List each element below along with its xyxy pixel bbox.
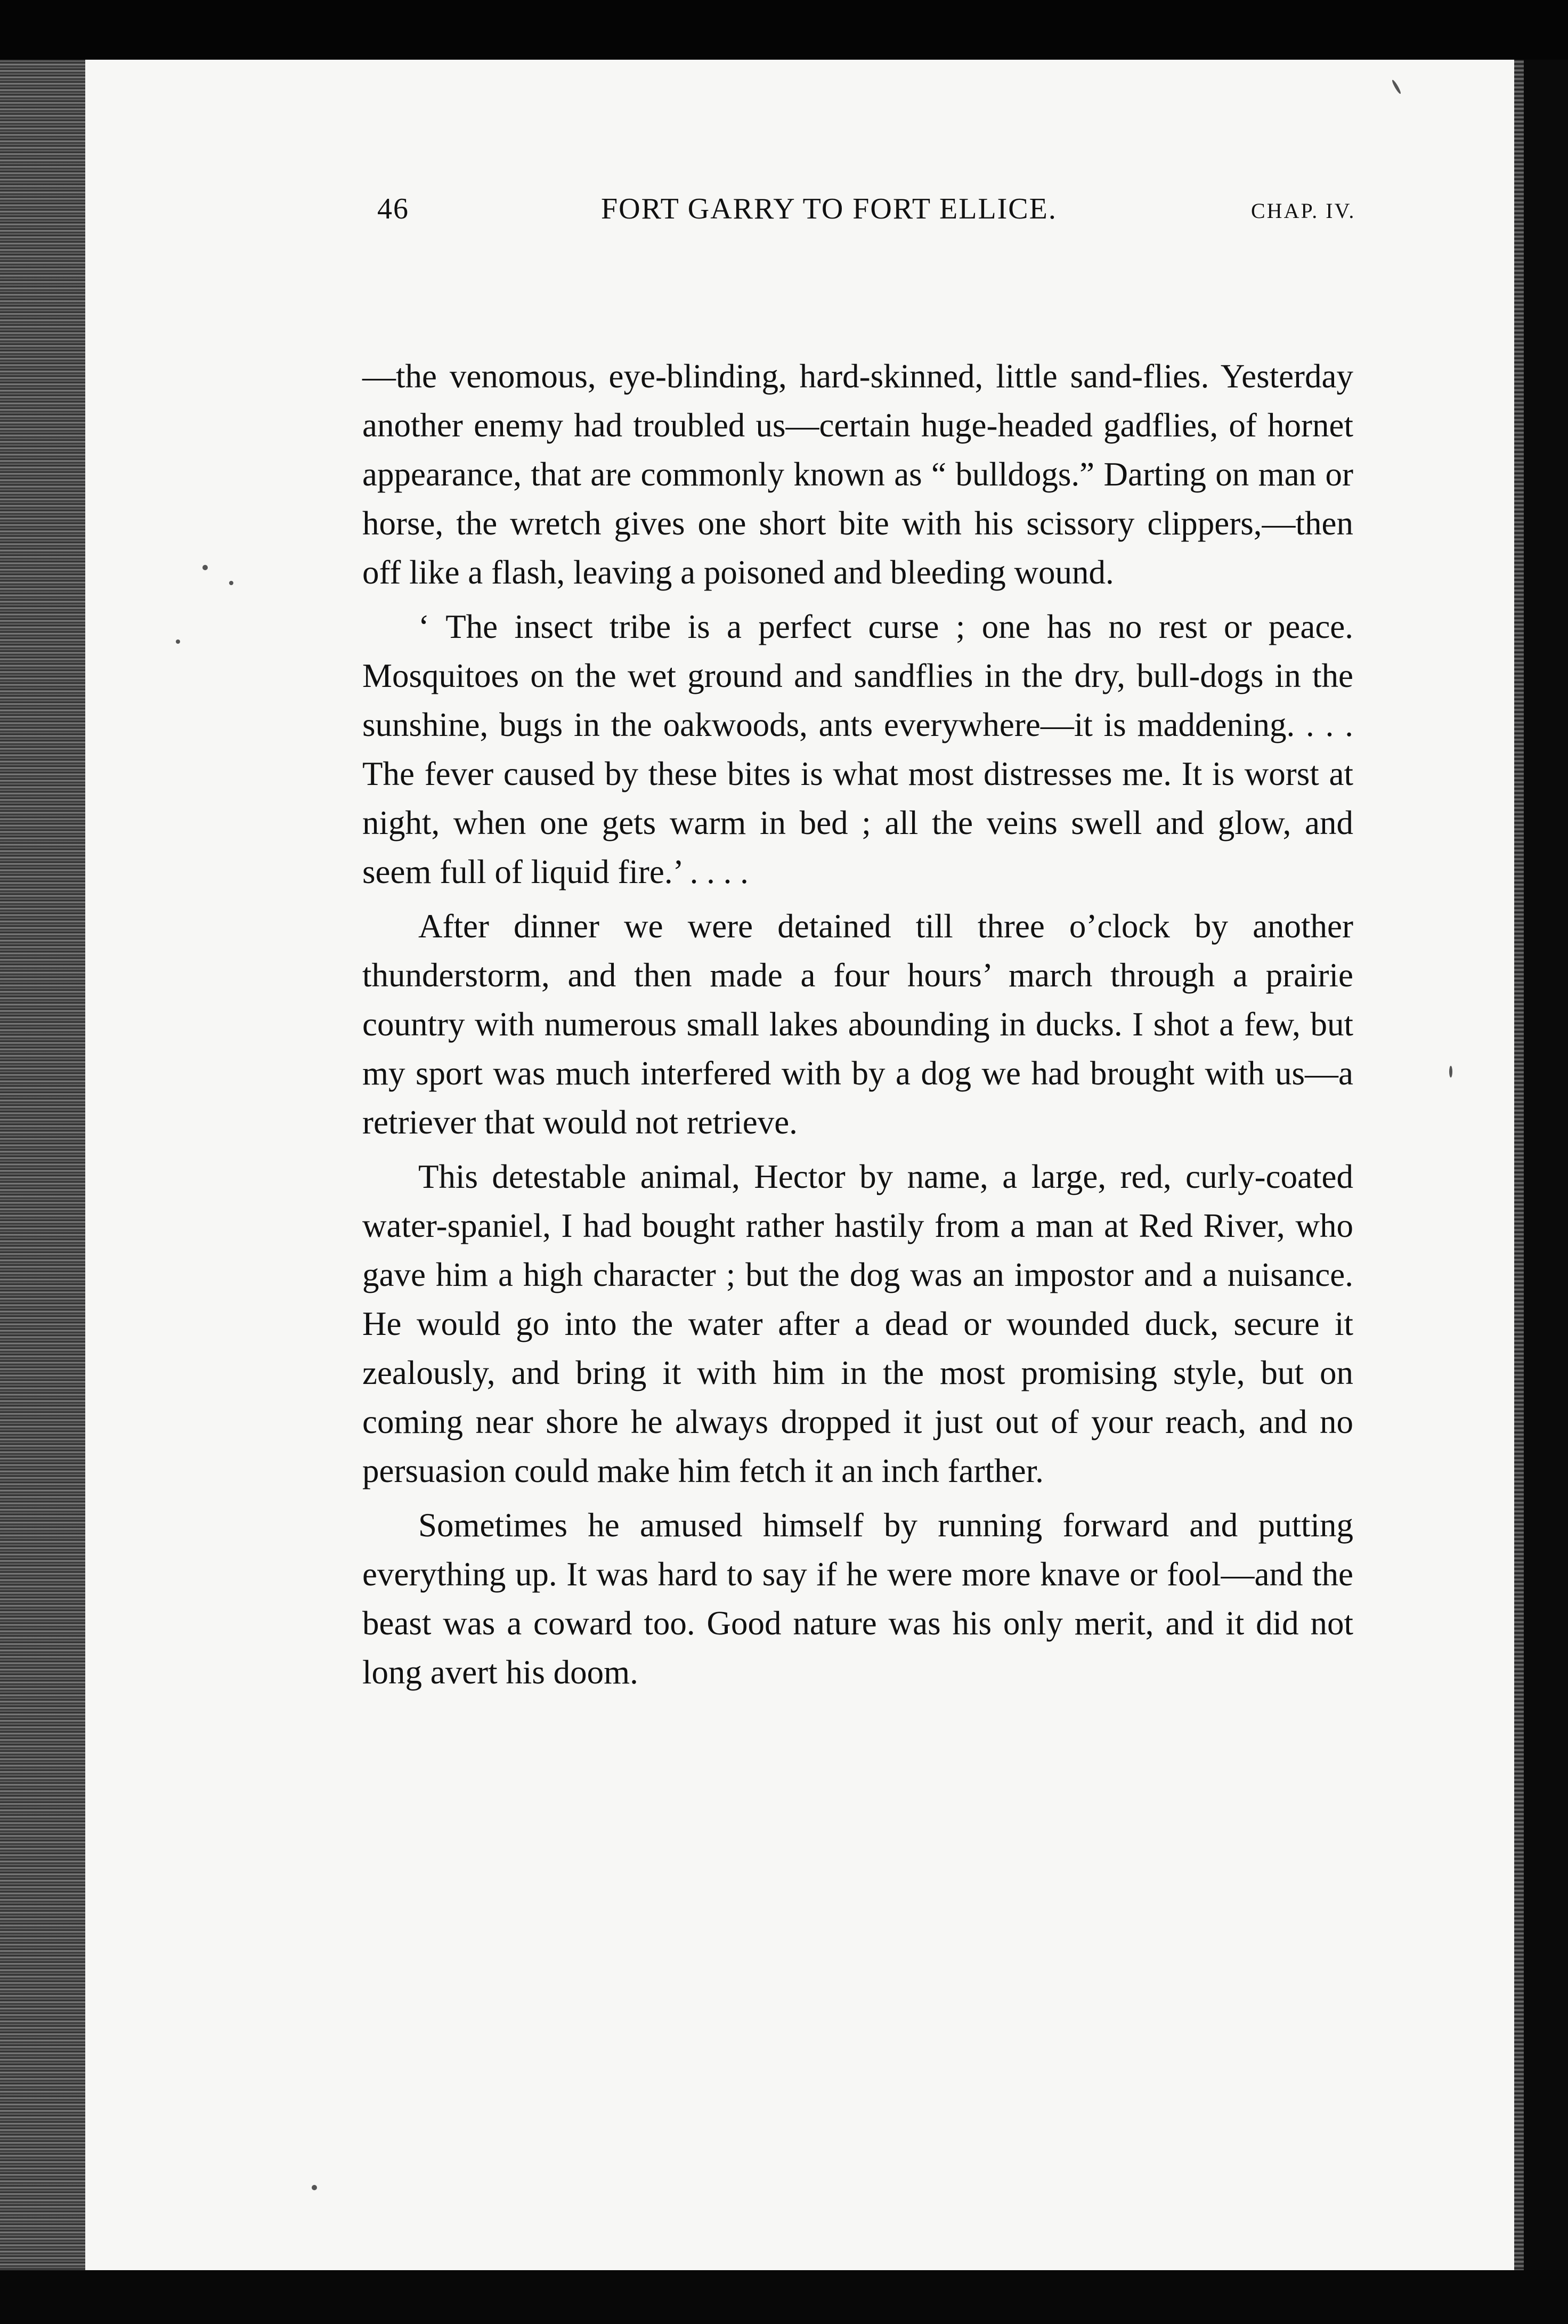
scan-speck xyxy=(312,2185,317,2190)
paragraph: —the venomous, eye-blinding, hard-skinned, little sand-flies. Yesterday another enemy had troubled us—certain huge-headed gadflies, of hornet appearance, that are commonly known as “ bulldogs.” Darting on man or horse, the wretch gives one short bite with his scissory clippers,—then off like a flash, leaving a poisoned and bleeding wound. xyxy=(362,358,1353,591)
paragraph: This detestable animal, Hector by name, a large, red, curly-coated water-spaniel, I had bought rather hastily from a man at Red River, who gave him a high character ; but the dog was an impostor and a nuisance. He would go into the water after a dead or wounded duck, secure it zealously, and bring it with him in the most promising style, but on coming near shore he always dropped it just out of your reach, and no persuasion could make him fetch it an inch farther. xyxy=(362,1158,1353,1489)
scan-right-border xyxy=(1524,60,1568,2324)
running-title: FORT GARRY TO FORT ELLICE. xyxy=(601,192,1057,225)
chapter-label: CHAP. IV. xyxy=(1251,199,1356,223)
paragraph: Sometimes he amused himself by running forward and putting everything up. It was hard to say if he were more knave or fool—and the beast was a coward too. Good nature was his only merit, and it did not long avert his doom. xyxy=(362,1507,1353,1691)
scan-speck xyxy=(202,565,208,570)
scan-speck xyxy=(229,581,233,585)
body-text xyxy=(362,352,1353,1697)
scan-speck xyxy=(176,639,180,644)
scan-top-border xyxy=(0,0,1568,60)
scan-speck xyxy=(1449,1066,1452,1078)
scan-bottom-border xyxy=(0,2270,1568,2324)
scan-right-edge xyxy=(1514,60,1524,2270)
paragraph: After dinner we were detained till three o’clock by another thunderstorm, and then made a four hours’ march through a prairie country with numerous small lakes abounding in ducks. I shot a few, but my sport was much interfered with by a dog we had brought with us—a retriever that would not retrieve. xyxy=(362,908,1353,1141)
scan-left-gutter xyxy=(0,60,85,2324)
page-number: 46 xyxy=(377,192,409,225)
paragraph: ‘ The insect tribe is a perfect curse ; one has no rest or peace. Mosquitoes on the wet ground and sandflies in the dry, bull-dogs in the sunshine, bugs in the oakwoods, ants everywhere—it is maddening. . . . The fever caused by these bites is what most distresses me. It is worst at night, when one gets warm in bed ; all the veins swell and glow, and seem full of liquid fire.’ . . . . xyxy=(362,608,1353,890)
